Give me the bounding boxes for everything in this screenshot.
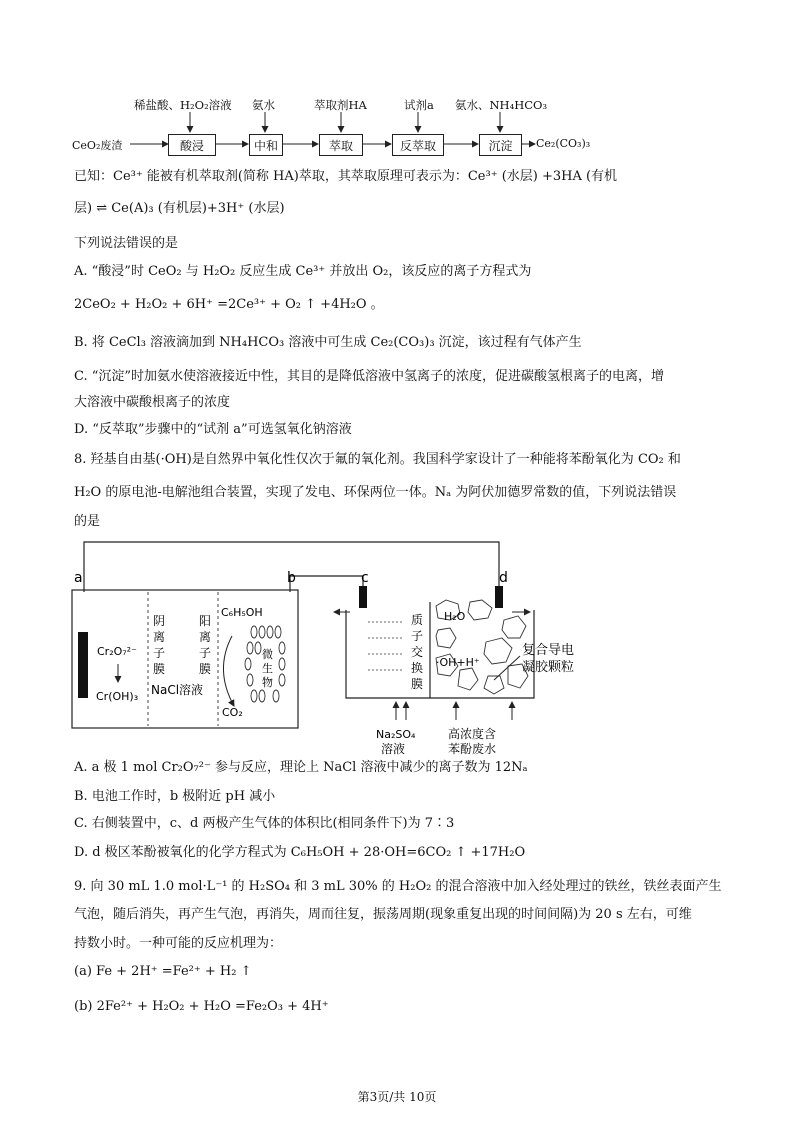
flow-step-neutralize: 中和 (249, 134, 283, 156)
flow-reagent-4: 试剂a (404, 98, 434, 112)
waste-label-1: 高浓度含 (448, 727, 497, 741)
q7-option-a-line-2: 2CeO₂ + H₂O₂ + 6H⁺ =2Ce³⁺ + O₂ ↑ +4H₂O 。 (74, 297, 384, 312)
q8-option-d: D. d 极区苯酚被氧化的化学方程式为 C₆H₅OH + 28·OH=6CO₂ ↑ +17H₂O (74, 845, 526, 860)
q7-option-c-line-2: 大溶液中碳酸根离子的浓度 (74, 395, 231, 410)
oh-h-label: ·OH+H⁺ (436, 656, 480, 669)
q7-known-line-1: 已知：Ce³⁺ 能被有机萃取剂(简称 HA)萃取，其萃取原理可表示为：Ce³⁺ (水层) +3HA (有机 (74, 169, 618, 184)
cation-membrane-3: 子 (199, 646, 212, 660)
q7-option-a-line-1: A. “酸浸”时 CeO₂ 与 H₂O₂ 反应生成 Ce³⁺ 并放出 O₂，该反应的离子方程式为 (74, 264, 532, 279)
anion-membrane-1: 阴 (153, 614, 166, 628)
q7-known-line-2: 层) ⇌ Ce(A)₃ (有机层)+3H⁺ (水层) (74, 201, 285, 216)
electrode-a (78, 632, 88, 698)
flow-step-precipitate: 沉淀 (479, 134, 522, 156)
q8-stem-line-2: H₂O 的原电池-电解池组合装置，实现了发电、环保两位一体。Nₐ 为阿伏加德罗常数的值，下列说法错误 (74, 485, 677, 500)
flow-start: CeO₂废渣 (72, 139, 123, 152)
flow-reagent-2: 氨水 (252, 98, 275, 112)
cation-membrane-1: 阳 (199, 614, 212, 628)
na2so4-label-2: 溶液 (381, 742, 406, 756)
microbe-1: 微 (262, 648, 273, 661)
gel-label-2: 凝胶颗粒 (522, 660, 575, 675)
q8-option-a: A. a 极 1 mol Cr₂O₇²⁻ 参与反应，理论上 NaCl 溶液中减少的离子数为 12Nₐ (74, 760, 528, 775)
anion-membrane-3: 子 (153, 646, 166, 660)
electrolysis-cell (346, 610, 534, 698)
microbe-2: 生 (262, 662, 273, 675)
q8-stem-line-3: 的是 (74, 514, 101, 529)
anion-membrane-2: 离 (153, 630, 166, 644)
electrode-c (359, 586, 367, 608)
q9-stem-line-3: 持数小时。一种可能的反应机理为： (74, 936, 283, 951)
pem-4: 换 (411, 661, 424, 675)
microbe-3: 物 (262, 676, 273, 689)
q7-option-b: B. 将 CeCl₃ 溶液滴加到 NH₄HCO₃ 溶液中可生成 Ce₂(CO₃)₃ 沉淀，该过程有气体产生 (74, 335, 582, 350)
q7-option-c-line-1: C. “沉淀”时加氨水使溶液接近中性，其目的是降低溶液中氢离子的浓度，促进碳酸氢根离子的电离，增 (74, 369, 665, 384)
pem-3: 交 (411, 645, 424, 659)
anion-membrane-4: 膜 (153, 662, 166, 676)
q7-stem: 下列说法错误的是 (74, 236, 179, 251)
electrode-d (495, 586, 503, 608)
phenol-label: C₆H₅OH (221, 606, 263, 619)
co2-label: CO₂ (222, 706, 243, 719)
gel-label-1: 复合导电 (522, 643, 575, 658)
cr2o7-label: Cr₂O₇²⁻ (97, 645, 137, 658)
label-c: c (361, 570, 369, 586)
flow-step-back-extract: 反萃取 (392, 134, 444, 156)
flow-end: Ce₂(CO₃)₃ (536, 137, 591, 150)
label-d: d (499, 570, 508, 586)
nacl-label: NaCl溶液 (151, 683, 204, 697)
croh3-label: Cr(OH)₃ (96, 690, 139, 703)
apparatus-diagram (0, 530, 794, 790)
na2so4-label-1: Na₂SO₄ (376, 728, 416, 741)
waste-label-2: 苯酚废水 (448, 742, 497, 756)
q9-stem-line-1: 9. 向 30 mL 1.0 mol·L⁻¹ 的 H₂SO₄ 和 3 mL 30% 的 H₂O₂ 的混合溶液中加入经处理过的铁丝，铁丝表面产生 (74, 879, 722, 894)
q9-reaction-b: (b) 2Fe²⁺ + H₂O₂ + H₂O =Fe₂O₃ + 4H⁺ (74, 999, 329, 1014)
cation-membrane-2: 离 (199, 630, 212, 644)
flow-reagent-3: 萃取剂HA (314, 98, 367, 112)
flow-step-acid-leach: 酸浸 (168, 134, 216, 156)
wire-b-c (290, 576, 363, 592)
q8-option-c: C. 右侧装置中，c、d 两极产生气体的体积比(相同条件下)为 7∶3 (74, 816, 455, 831)
cation-membrane-4: 膜 (199, 662, 212, 676)
q9-stem-line-2: 气泡，随后消失，再产生气泡，再消失，周而往复，振荡周期(现象重复出现的时间间隔)为 20 s 左右，可维 (74, 907, 692, 922)
flow-step-extract: 萃取 (319, 134, 363, 156)
flow-reagent-1: 稀盐酸、H₂O₂溶液 (134, 98, 232, 112)
electrode-c-region (368, 622, 402, 670)
label-a: a (74, 570, 83, 586)
pem-5: 膜 (411, 677, 424, 691)
label-b: b (287, 570, 296, 586)
q7-option-d: D. “反萃取”步骤中的“试剂 a”可选氢氧化钠溶液 (74, 422, 352, 437)
q8-option-b: B. 电池工作时，b 极附近 pH 减小 (74, 789, 276, 804)
h2o-label: H₂O (444, 610, 466, 623)
pem-2: 子 (411, 629, 424, 643)
pem-1: 质 (411, 613, 424, 627)
q9-reaction-a: (a) Fe + 2H⁺ =Fe²⁺ + H₂ ↑ (74, 964, 252, 979)
flow-reagent-5: 氨水、NH₄HCO₃ (455, 98, 548, 112)
q8-stem-line-1: 8. 羟基自由基(·OH)是自然界中氧化性仅次于氟的氧化剂。我国科学家设计了一种能将苯酚氧化为 CO₂ 和 (74, 452, 681, 467)
page-footer: 第3页/共 10页 (357, 1090, 437, 1104)
